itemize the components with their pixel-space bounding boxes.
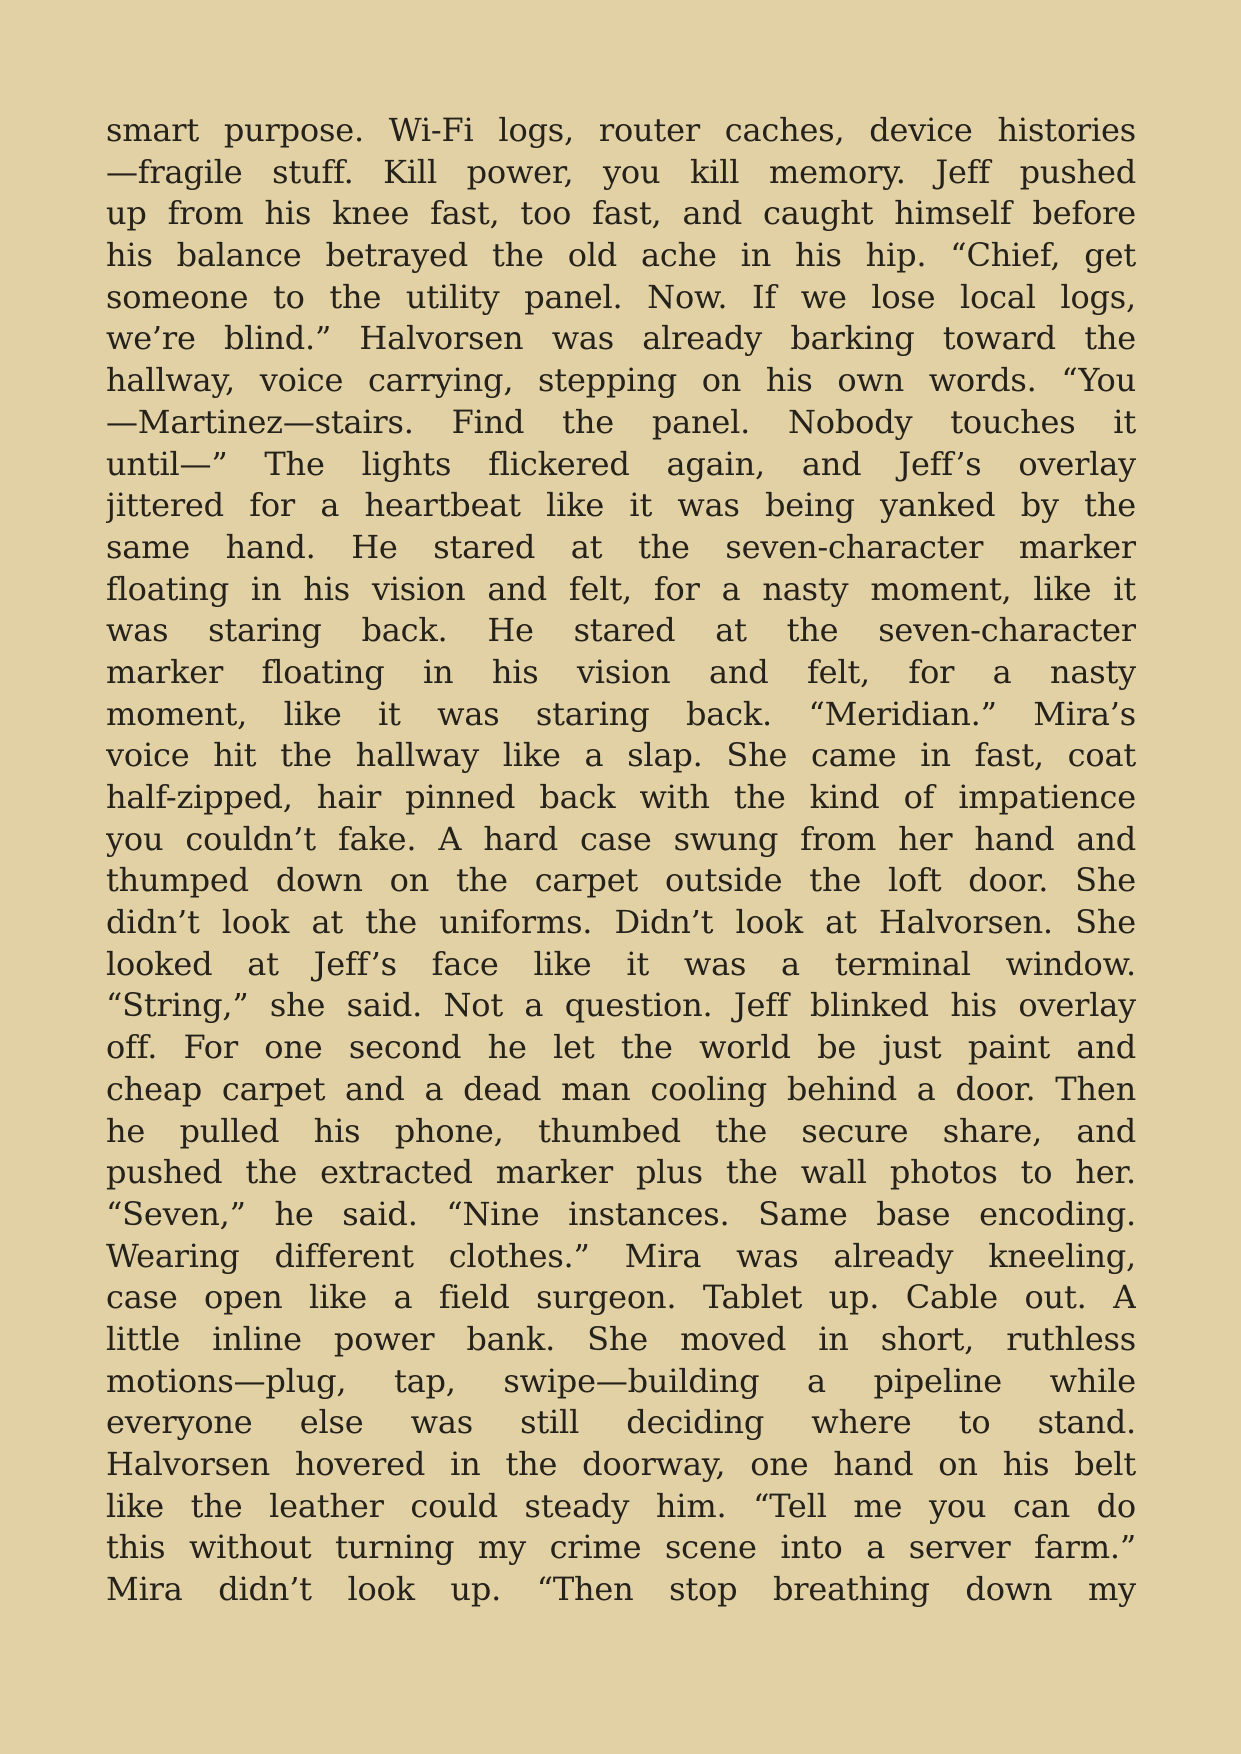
text-line: half-zipped, hair pinned back with the kind of impatience: [106, 778, 1136, 816]
text-line: cheap carpet and a dead man cooling behind a door. Then: [106, 1069, 1136, 1108]
text-line: everyone else was still deciding where to stand.: [106, 1403, 1136, 1442]
text-line: Halvorsen hovered in the doorway, one hand on his belt: [106, 1445, 1136, 1483]
page-text: [106, 110, 1136, 1611]
text-line: same hand. He stared at the seven-character marker: [106, 527, 1136, 566]
text-line: —fragile stuff. Kill power, you kill memory. Jeff pushed: [106, 152, 1136, 191]
text-line: thumped down on the carpet outside the loft door. She: [106, 861, 1136, 900]
text-line: Wearing different clothes.” Mira was already kneeling,: [106, 1236, 1136, 1275]
text-line: didn’t look at the uniforms. Didn’t look at Halvorsen. She: [106, 903, 1136, 942]
text-line: up from his knee fast, too fast, and caught himself before: [106, 194, 1136, 233]
text-line: off. For one second he let the world be just paint and: [106, 1028, 1136, 1067]
text-line: “String,” she said. Not a question. Jeff blinked his overlay: [106, 986, 1136, 1025]
text-line: case open like a field surgeon. Tablet up. Cable out. A: [106, 1278, 1136, 1317]
text-line: little inline power bank. She moved in short, ruthless: [106, 1319, 1136, 1358]
text-line: until—” The lights flickered again, and Jeff’s overlay: [106, 444, 1136, 483]
text-line: someone to the utility panel. Now. If we lose local logs,: [106, 277, 1136, 316]
text-line: smart purpose. Wi-Fi logs, router caches, device histories: [106, 111, 1136, 149]
text-line: was staring back. He stared at the seven-character: [106, 611, 1136, 650]
text-line: you couldn’t fake. A hard case swung from her hand and: [106, 819, 1136, 858]
text-line: Mira didn’t look up. “Then stop breathing down my: [106, 1570, 1136, 1609]
text-line: “Seven,” he said. “Nine instances. Same base encoding.: [106, 1194, 1136, 1233]
text-line: this without turning my crime scene into a server farm.”: [106, 1528, 1136, 1567]
text-line: marker floating in his vision and felt, for a nasty: [106, 652, 1136, 691]
text-line: voice hit the hallway like a slap. She came in fast, coat: [106, 736, 1136, 775]
text-line: looked at Jeff’s face like it was a terminal window.: [106, 944, 1136, 983]
text-line: —Martinez—stairs. Find the panel. Nobody touches it: [106, 402, 1136, 441]
text-line: his balance betrayed the old ache in his hip. “Chief, get: [106, 236, 1136, 275]
text-line: moment, like it was staring back. “Meridian.” Mira’s: [106, 694, 1136, 733]
text-line: he pulled his phone, thumbed the secure share, and: [106, 1111, 1136, 1150]
text-line: pushed the extracted marker plus the wall photos to her.: [106, 1153, 1136, 1192]
text-line: like the leather could steady him. “Tell me you can do: [106, 1486, 1136, 1525]
text-line: floating in his vision and felt, for a nasty moment, like it: [106, 569, 1136, 608]
text-line: hallway, voice carrying, stepping on his own words. “You: [106, 361, 1136, 400]
text-line: motions—plug, tap, swipe—building a pipeline while: [106, 1361, 1136, 1400]
text-line: we’re blind.” Halvorsen was already barking toward the: [106, 319, 1136, 358]
text-line: jittered for a heartbeat like it was being yanked by the: [106, 486, 1136, 525]
